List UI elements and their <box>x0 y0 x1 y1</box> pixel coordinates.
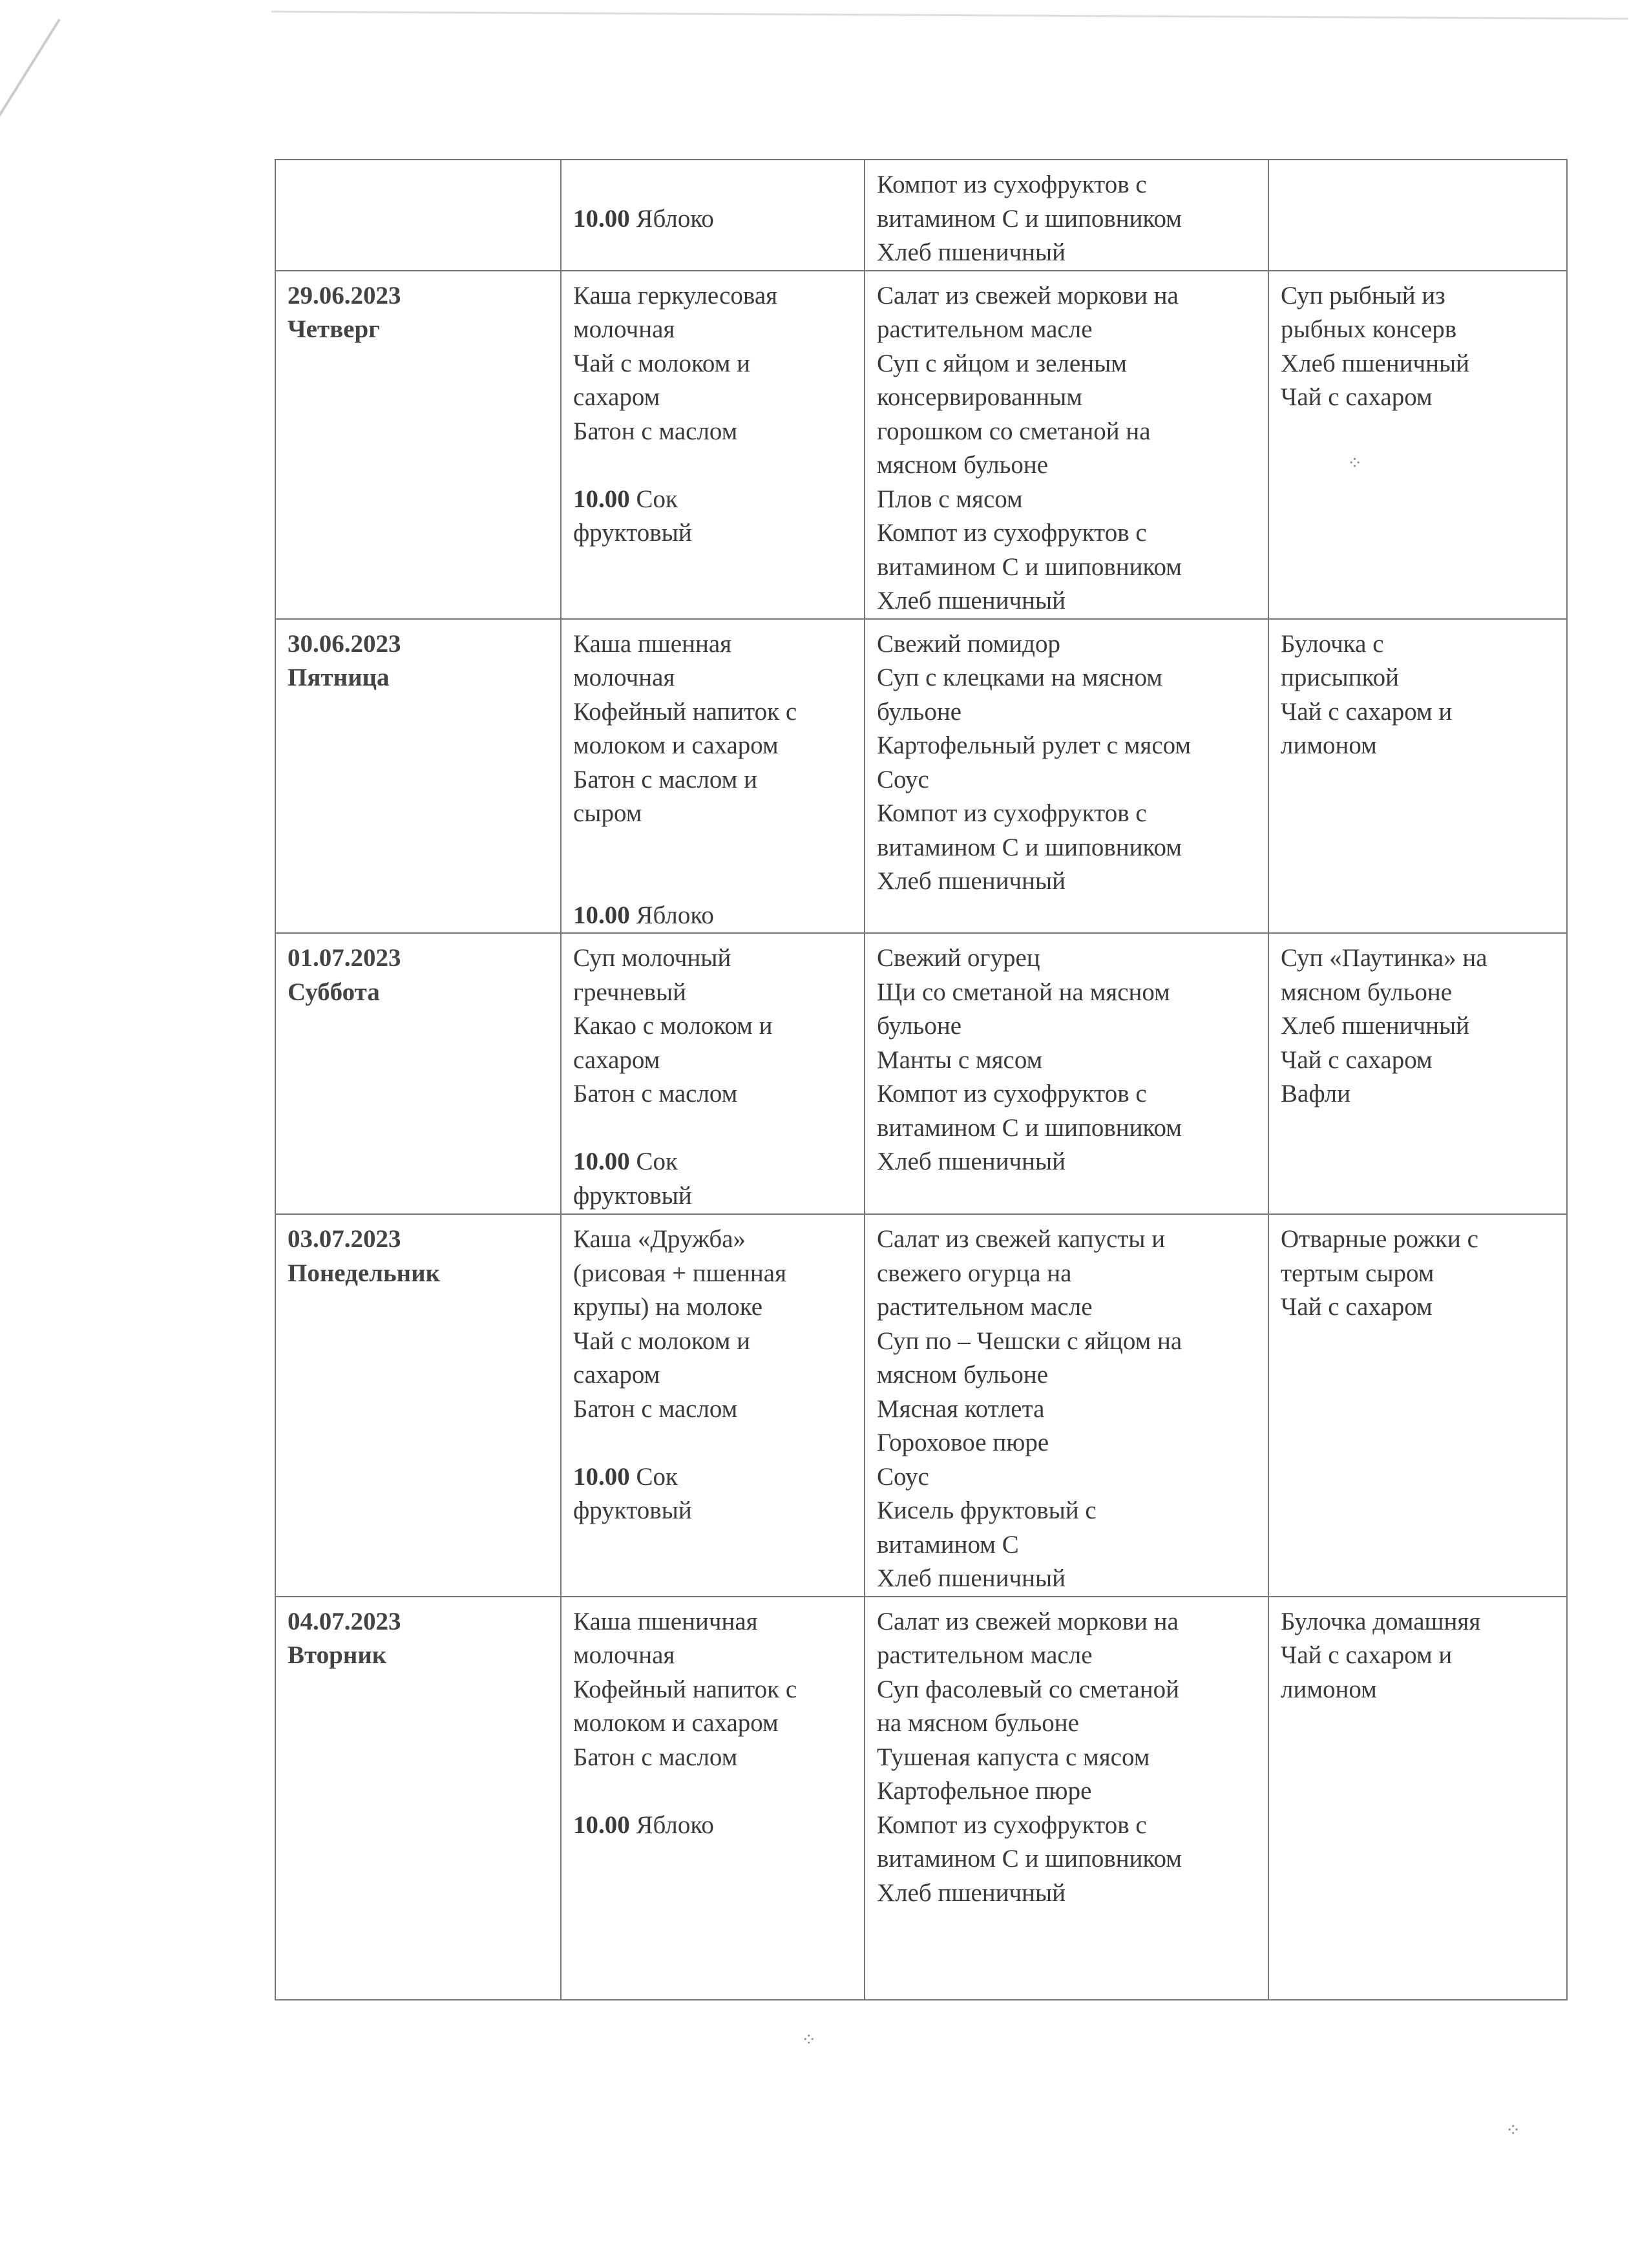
dinner-item: Суп «Паутинка» на <box>1281 944 1487 972</box>
lunch-item: Хлеб пшеничный <box>877 1148 1066 1175</box>
lunch-cell <box>865 160 1268 271</box>
date: 29.06.2023 <box>288 281 401 310</box>
lunch-item: Компот из сухофруктов с <box>877 799 1147 827</box>
date-cell <box>275 1214 561 1597</box>
breakfast-item: молочная <box>573 1641 675 1669</box>
date-cell <box>275 271 561 619</box>
lunch-item: Хлеб пшеничный <box>877 238 1066 266</box>
lunch-item: витамином С <box>877 1530 1019 1559</box>
breakfast-cell <box>561 619 865 934</box>
lunch-item: мясном бульоне <box>877 1361 1049 1389</box>
snack-time: 10.00 <box>573 1462 630 1491</box>
weekday: Суббота <box>288 978 380 1006</box>
date: 30.06.2023 <box>288 629 401 658</box>
lunch-item: Компот из сухофруктов с <box>877 171 1147 198</box>
lunch-item: Картофельное пюре <box>877 1777 1092 1805</box>
lunch-item: растительном масле <box>877 1641 1093 1669</box>
snack <box>573 1460 741 1528</box>
lunch-item: витамином С и шиповником <box>877 552 1182 581</box>
lunch-item: Компот из сухофруктов с <box>877 1811 1147 1839</box>
lunch-item: витамином С и шиповником <box>877 1845 1182 1873</box>
dinner-item: мясном бульоне <box>1281 978 1453 1006</box>
dinner-item: присыпкой <box>1281 664 1399 691</box>
scan-edge-diagonal <box>0 19 61 250</box>
dinner-item: Чай с сахаром <box>1281 1045 1433 1074</box>
breakfast-item: крупы) на молоке <box>573 1293 763 1321</box>
breakfast-cell <box>561 933 865 1214</box>
dinner-cell <box>1268 619 1567 934</box>
lunch-item: мясном бульоне <box>877 451 1049 479</box>
lunch-item: Кисель фруктовый с <box>877 1496 1097 1524</box>
lunch-item: Хлеб пшеничный <box>877 1564 1066 1592</box>
lunch-item: Салат из свежей моркови на <box>877 1607 1179 1635</box>
date: 04.07.2023 <box>288 1607 401 1635</box>
lunch-item: Суп с яйцом и зеленым <box>877 349 1127 377</box>
dinner-cell <box>1268 160 1567 271</box>
scan-speck: ⁘ <box>801 2030 817 2050</box>
dinner-item: Булочка домашняя <box>1281 1607 1481 1635</box>
lunch-item: свежего огурца на <box>877 1259 1072 1287</box>
lunch-item: растительном масле <box>877 315 1093 343</box>
snack-item: Яблоко <box>636 204 714 233</box>
date-cell <box>275 933 561 1214</box>
date: 03.07.2023 <box>288 1225 401 1253</box>
breakfast-item: сыром <box>573 799 642 827</box>
dinner-cell <box>1268 1214 1567 1597</box>
dinner-item: Суп рыбный из <box>1281 281 1445 310</box>
breakfast-item: сахаром <box>573 383 660 411</box>
breakfast-item: молоком и сахаром <box>573 731 779 759</box>
table-row <box>275 271 1567 619</box>
table-row <box>275 160 1567 271</box>
breakfast-item: Кофейный напиток с <box>573 1675 797 1703</box>
dinner-item: Чай с сахаром <box>1281 1293 1433 1321</box>
table-row <box>275 619 1567 934</box>
breakfast-item: Какао с молоком и <box>573 1012 773 1040</box>
breakfast-item: молоком и сахаром <box>573 1709 779 1737</box>
lunch-item: Компот из сухофруктов с <box>877 1080 1147 1108</box>
dinner-cell <box>1268 933 1567 1214</box>
lunch-item: Салат из свежей капусты и <box>877 1225 1166 1253</box>
snack-time: 10.00 <box>573 485 630 513</box>
breakfast-item: Батон с маслом и <box>573 765 757 793</box>
weekday: Пятница <box>288 664 390 691</box>
lunch-item: Хлеб пшеничный <box>877 587 1066 614</box>
snack-time: 10.00 <box>573 1811 630 1839</box>
snack <box>573 483 741 551</box>
lunch-item: Свежий огурец <box>877 944 1040 972</box>
breakfast-item: молочная <box>573 315 675 343</box>
dinner-item: Хлеб пшеничный <box>1281 1012 1470 1040</box>
breakfast-item: сахаром <box>573 1045 660 1074</box>
breakfast-item: Чай с молоком и <box>573 1327 750 1355</box>
snack <box>573 202 852 236</box>
breakfast-cell <box>561 160 865 271</box>
lunch-item: Тушеная капуста с мясом <box>877 1743 1150 1771</box>
lunch-cell <box>865 271 1268 619</box>
lunch-item: Картофельный рулет с мясом <box>877 731 1192 759</box>
lunch-item: на мясном бульоне <box>877 1709 1079 1737</box>
lunch-item: Суп с клецками на мясном <box>877 664 1162 691</box>
lunch-cell <box>865 619 1268 934</box>
lunch-item: Плов с мясом <box>877 485 1023 513</box>
dinner-item: Вафли <box>1281 1080 1350 1108</box>
lunch-item: Салат из свежей моркови на <box>877 281 1179 310</box>
lunch-item: горошком со сметаной на <box>877 417 1151 445</box>
dinner-item: лимоном <box>1281 1675 1377 1703</box>
lunch-item: растительном масле <box>877 1293 1093 1321</box>
breakfast-item: Суп молочный <box>573 944 731 972</box>
breakfast-item: Кофейный напиток с <box>573 697 797 726</box>
breakfast-item: Каша пшеничная <box>573 1607 758 1635</box>
dinner-item: лимоном <box>1281 731 1377 759</box>
lunch-cell <box>865 1214 1268 1597</box>
dinner-item: Чай с сахаром и <box>1281 697 1453 726</box>
lunch-item: витамином С и шиповником <box>877 204 1182 233</box>
date-cell <box>275 1597 561 2000</box>
scan-edge-line <box>271 11 1628 20</box>
snack-time: 10.00 <box>573 204 630 233</box>
lunch-item: Манты с мясом <box>877 1045 1043 1074</box>
snack <box>573 1809 741 1843</box>
lunch-item: консервированным <box>877 383 1083 411</box>
breakfast-item: Каша пшенная <box>573 629 732 658</box>
breakfast-cell <box>561 1597 865 2000</box>
dinner-item: Чай с сахаром <box>1281 383 1433 411</box>
breakfast-item: молочная <box>573 664 675 691</box>
lunch-item: Соус <box>877 765 929 793</box>
date-cell <box>275 619 561 934</box>
breakfast-cell <box>561 271 865 619</box>
breakfast-item: Батон с маслом <box>573 1080 738 1108</box>
breakfast-item: гречневый <box>573 978 687 1006</box>
snack-time: 10.00 <box>573 901 630 929</box>
table-row <box>275 1214 1567 1597</box>
lunch-item: Щи со сметаной на мясном <box>877 978 1170 1006</box>
breakfast-item: Батон с маслом <box>573 417 738 445</box>
lunch-item: бульоне <box>877 697 962 726</box>
lunch-item: Мясная котлета <box>877 1394 1045 1423</box>
snack <box>573 1145 741 1213</box>
dinner-cell <box>1268 271 1567 619</box>
scan-speck: ⁘ <box>1506 2121 1521 2141</box>
breakfast-item: Чай с молоком и <box>573 349 750 377</box>
lunch-item: Компот из сухофруктов с <box>877 519 1147 547</box>
lunch-item: Хлеб пшеничный <box>877 867 1066 895</box>
snack-item: Яблоко <box>636 1811 714 1839</box>
lunch-item: Свежий помидор <box>877 629 1060 658</box>
snack-item: Сок фруктовый <box>573 485 692 547</box>
lunch-item: Соус <box>877 1462 929 1491</box>
breakfast-item: Батон с маслом <box>573 1743 738 1771</box>
dinner-item: Булочка с <box>1281 629 1384 658</box>
lunch-cell <box>865 933 1268 1214</box>
dinner-item: тертым сыром <box>1281 1259 1434 1287</box>
table-row <box>275 933 1567 1214</box>
breakfast-item: сахаром <box>573 1361 660 1389</box>
breakfast-item: Каша «Дружба» <box>573 1225 746 1253</box>
weekday: Четверг <box>288 315 380 343</box>
dinner-item: Хлеб пшеничный <box>1281 349 1470 377</box>
snack-item: Сок фруктовый <box>573 1148 692 1210</box>
dinner-item: Чай с сахаром и <box>1281 1641 1453 1669</box>
weekday: Вторник <box>288 1641 387 1669</box>
lunch-item: витамином С и шиповником <box>877 833 1182 861</box>
dinner-item: Отварные рожки с <box>1281 1225 1478 1253</box>
dinner-item: рыбных консерв <box>1281 315 1457 343</box>
table-row <box>275 1597 1567 2000</box>
scan-speck: ⁘ <box>1347 454 1363 474</box>
lunch-item: Суп фасолевый со сметаной <box>877 1675 1179 1703</box>
snack <box>573 899 741 933</box>
breakfast-item: (рисовая + пшенная <box>573 1259 787 1287</box>
lunch-item: витамином С и шиповником <box>877 1113 1182 1142</box>
breakfast-cell <box>561 1214 865 1597</box>
weekday: Понедельник <box>288 1259 441 1287</box>
menu-table <box>275 159 1568 2000</box>
date: 01.07.2023 <box>288 944 401 972</box>
lunch-item: Суп по – Чешски с яйцом на <box>877 1327 1182 1355</box>
lunch-cell <box>865 1597 1268 2000</box>
lunch-item: Гороховое пюре <box>877 1429 1049 1456</box>
snack-item: Сок фруктовый <box>573 1462 692 1524</box>
lunch-item: бульоне <box>877 1012 962 1040</box>
snack-time: 10.00 <box>573 1148 630 1175</box>
date-cell <box>275 160 561 271</box>
snack-item: Яблоко <box>636 901 714 929</box>
breakfast-item: Батон с маслом <box>573 1394 738 1423</box>
breakfast-item: Каша геркулесовая <box>573 281 778 310</box>
dinner-cell <box>1268 1597 1567 2000</box>
lunch-item: Хлеб пшеничный <box>877 1878 1066 1907</box>
